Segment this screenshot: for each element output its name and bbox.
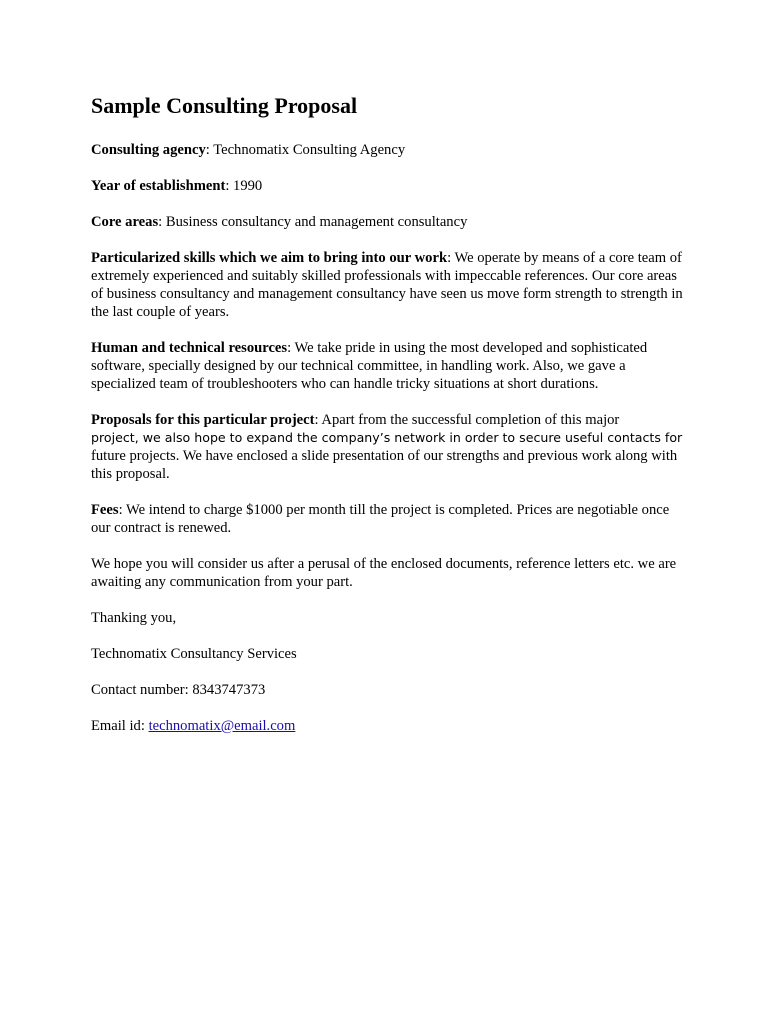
- proposals-text-c: future projects. We have enclosed a slide presentation of our strengths and previous work along with this proposal.: [91, 448, 678, 482]
- core-areas-label: Core areas: [91, 214, 159, 230]
- email-link[interactable]: technomatix@email.com: [148, 718, 296, 734]
- agency-separator: :: [205, 142, 214, 158]
- fees-text: We intend to charge $1000 per month till the project is completed. Prices are negotiable once our contract is renewed.: [91, 502, 670, 536]
- document-body: [91, 93, 691, 753]
- document-title: Sample Consulting Proposal: [91, 93, 358, 118]
- proposals-text-a: Apart from the successful completion of this major: [321, 412, 620, 428]
- fees-label: Fees: [91, 502, 119, 518]
- fees-paragraph: [91, 501, 691, 537]
- skills-text: We operate by means of a core team of extremely experienced and suitably skilled professionals with impeccable references. Our core areas of business consultancy and management consultancy have seen us move form strength to strength in the last couple of years.: [91, 250, 683, 320]
- resources-text: We take pride in using the most developed and sophisticated software, specially designed by our technical committee, in handling work. Also, we gave a specialized team of troubleshooters who can handle tricky situations at short durations.: [91, 340, 648, 392]
- skills-paragraph: [91, 249, 691, 321]
- proposals-text-b: project, we also hope to expand the company’s network in order to secure useful contacts for: [91, 430, 683, 445]
- skills-separator: :: [447, 250, 455, 266]
- resources-paragraph: [91, 339, 691, 393]
- year-line: [91, 177, 691, 195]
- signature-line: Technomatix Consultancy Services: [91, 646, 297, 662]
- email-line: [91, 717, 691, 735]
- proposals-separator: :: [314, 412, 322, 428]
- proposals-label: Proposals for this particular project: [91, 412, 315, 428]
- agency-label: Consulting agency: [91, 142, 206, 158]
- resources-label: Human and technical resources: [91, 340, 288, 356]
- email-label: Email id:: [91, 718, 149, 734]
- thanks-line: Thanking you,: [91, 610, 177, 626]
- contact-line: Contact number: 8343747373: [91, 682, 266, 698]
- closing-paragraph: We hope you will consider us after a perusal of the enclosed documents, reference letters etc. we are awaiting any communication from your part.: [91, 556, 677, 590]
- resources-separator: :: [287, 340, 295, 356]
- skills-label: Particularized skills which we aim to bring into our work: [91, 250, 448, 266]
- core-areas-separator: :: [158, 214, 166, 230]
- core-areas-value: Business consultancy and management consultancy: [165, 214, 468, 230]
- year-separator: :: [225, 178, 234, 194]
- year-label: Year of establishment: [91, 178, 226, 194]
- proposals-paragraph: [91, 411, 691, 483]
- fees-separator: :: [118, 502, 127, 518]
- agency-line: [91, 141, 691, 159]
- year-value: 1990: [233, 178, 263, 194]
- agency-value: Technomatix Consulting Agency: [213, 142, 406, 158]
- core-areas-line: [91, 213, 691, 231]
